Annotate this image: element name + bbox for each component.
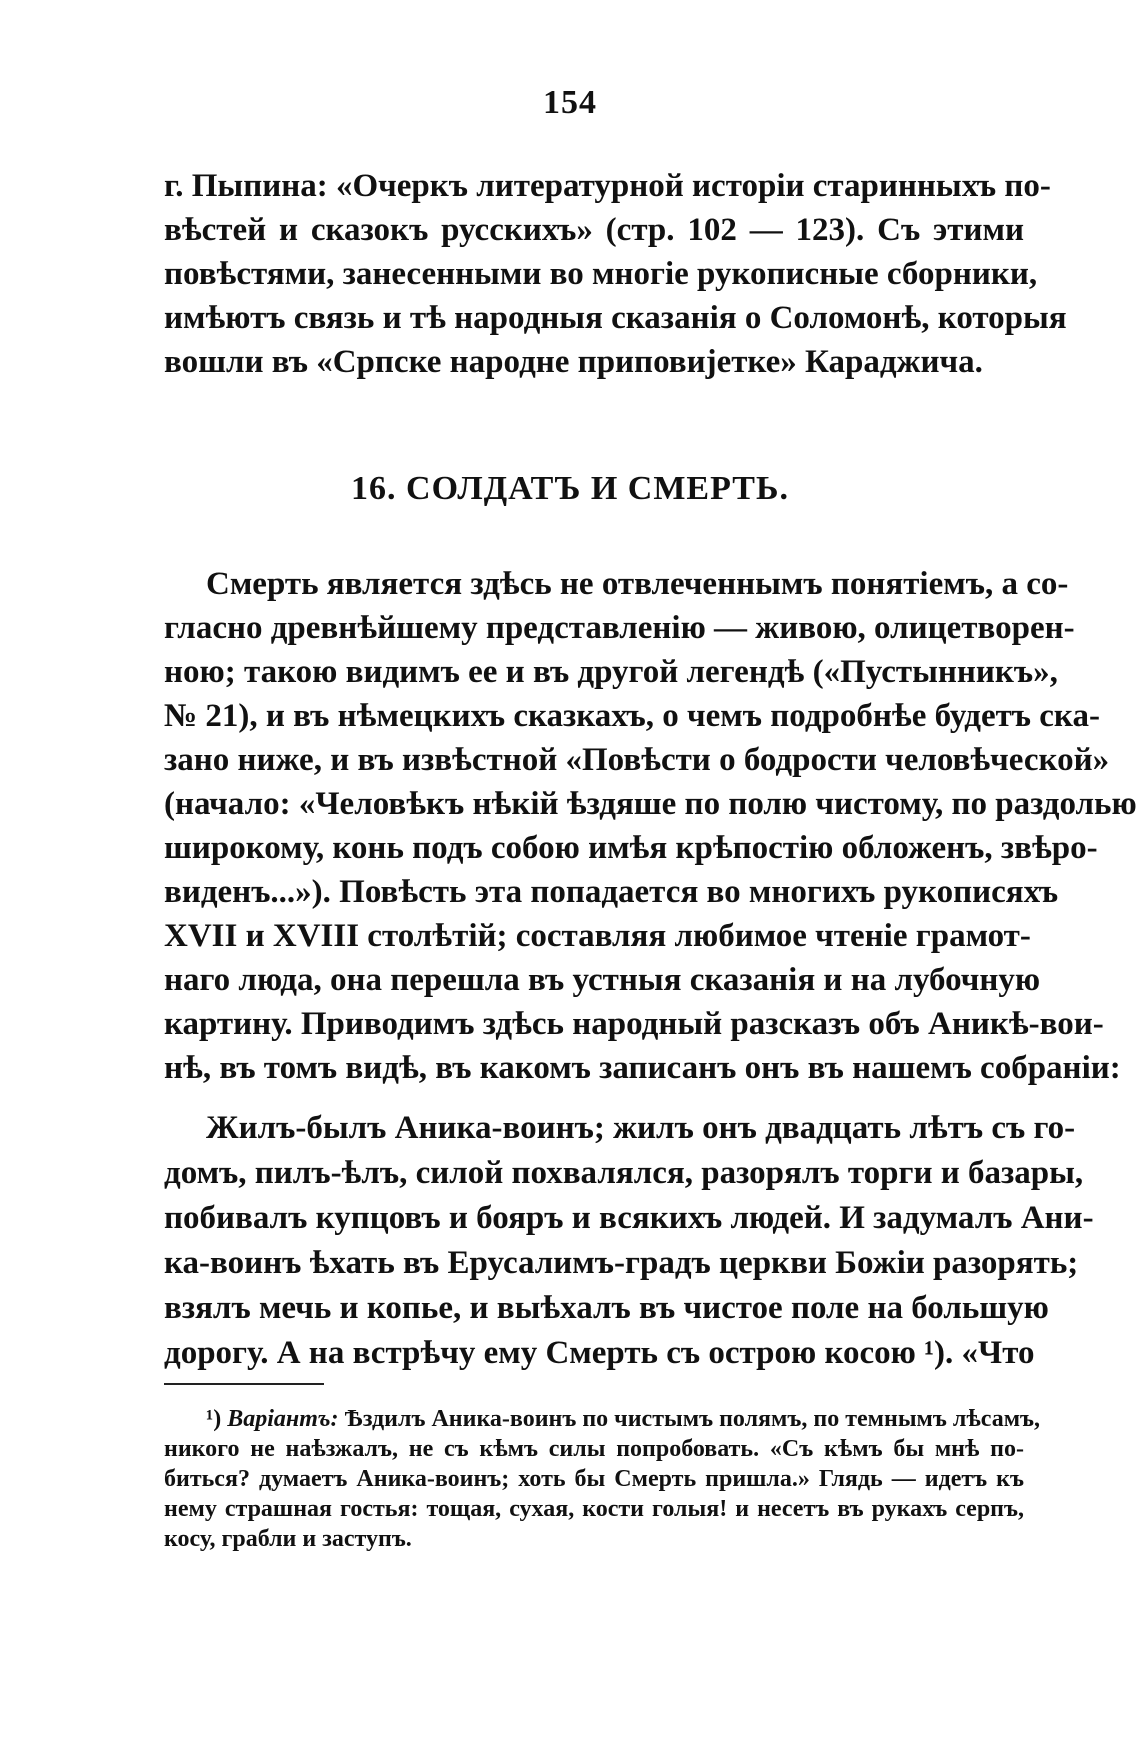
text-line: картину. Приводимъ здѣсь народный разсказъ объ Аникѣ-вои- <box>164 1006 1104 1042</box>
text-line: широкому, конь подъ собою имѣя крѣпостію обложенъ, звѣро- <box>164 830 1098 866</box>
text-line: гласно древнѣйшему представленію — живою, олицетворен- <box>164 610 1075 646</box>
text-line: вѣстей и сказокъ русскихъ» (стр. 102 — 123). Съ этими <box>164 212 1024 248</box>
text-line: (начало: «Человѣкъ нѣкій ѣздяше по полю чистому, по раздолью <box>164 786 1137 822</box>
footnote-divider <box>164 1383 324 1385</box>
text-line: домъ, пилъ-ѣлъ, силой похвалялся, разорялъ торги и базары, <box>164 1155 1084 1191</box>
text-line: XVII и XVIII столѣтій; составляя любимое чтеніе грамот- <box>164 918 1031 954</box>
footnote-line: нему страшная гостья: тощая, сухая, кости голыя! и несетъ въ рукахъ серпъ, <box>164 1496 1024 1522</box>
footnote-label: Варіантъ: <box>227 1406 339 1432</box>
text-line: наго люда, она перешла въ устныя сказанія и на лубочную <box>164 962 1041 998</box>
footnote-line: никого не наѣзжалъ, не съ кѣмъ силы попробовать. «Съ кѣмъ бы мнѣ по- <box>164 1436 1024 1462</box>
text-line: дорогу. А на встрѣчу ему Смерть съ острою косою ¹). «Что <box>164 1335 1035 1371</box>
text-line: ною; такою видимъ ее и въ другой легендѣ («Пустынникъ», <box>164 654 1058 690</box>
text-line: повѣстями, занесенными во многіе рукописные сборники, <box>164 256 1038 292</box>
text-line: имѣютъ связь и тѣ народныя сказанія о Соломонѣ, которыя <box>164 300 1067 336</box>
footnote-line: косу, грабли и заступъ. <box>164 1526 412 1552</box>
footnote <box>164 1404 1041 1554</box>
page-number: 154 <box>543 84 597 121</box>
text-line: Жилъ-былъ Аника-воинъ; жилъ онъ двадцать лѣтъ съ го- <box>206 1110 1076 1146</box>
text-line: ка-воинъ ѣхать въ Ерусалимъ-градъ церкви Божіи разорять; <box>164 1245 1079 1281</box>
text-line: виденъ...»). Повѣсть эта попадается во многихъ рукописяхъ <box>164 874 1059 910</box>
body-paragraph <box>164 562 1137 1090</box>
footnote-first-line <box>164 1404 1041 1434</box>
text-line: побивалъ купцовъ и бояръ и всякихъ людей. И задумалъ Ани- <box>164 1200 1094 1236</box>
text-line: нѣ, въ томъ видѣ, въ какомъ записанъ онъ въ нашемъ собраніи: <box>164 1050 1121 1086</box>
text-line: Смерть является здѣсь не отвлеченнымъ понятіемъ, а со- <box>206 566 1069 602</box>
text-line: зано ниже, и въ извѣстной «Повѣсти о бодрости человѣческой» <box>164 742 1110 778</box>
story-paragraph <box>164 1106 1094 1376</box>
text-line: № 21), и въ нѣмецкихъ сказкахъ, о чемъ подробнѣе будетъ ска- <box>164 698 1100 734</box>
footnote-text: Ѣздилъ Аника-воинъ по чистымъ полямъ, по темнымъ лѣсамъ, <box>344 1406 1041 1432</box>
text-line: взялъ мечь и копье, и выѣхалъ въ чистое поле на большую <box>164 1290 1049 1326</box>
section-title: 16. СОЛДАТЪ И СМЕРТЬ. <box>351 470 789 507</box>
footnote-marker: ¹) <box>206 1406 222 1432</box>
intro-paragraph <box>164 164 1067 384</box>
text-line: вошли въ «Српске народне приповиjетке» Караджича. <box>164 344 983 380</box>
footnote-line: биться? думаетъ Аника-воинъ; хоть бы Смерть пришла.» Глядь — идетъ къ <box>164 1466 1024 1492</box>
text-line: г. Пыпина: «Очеркъ литературной исторіи старинныхъ по- <box>164 168 1051 204</box>
